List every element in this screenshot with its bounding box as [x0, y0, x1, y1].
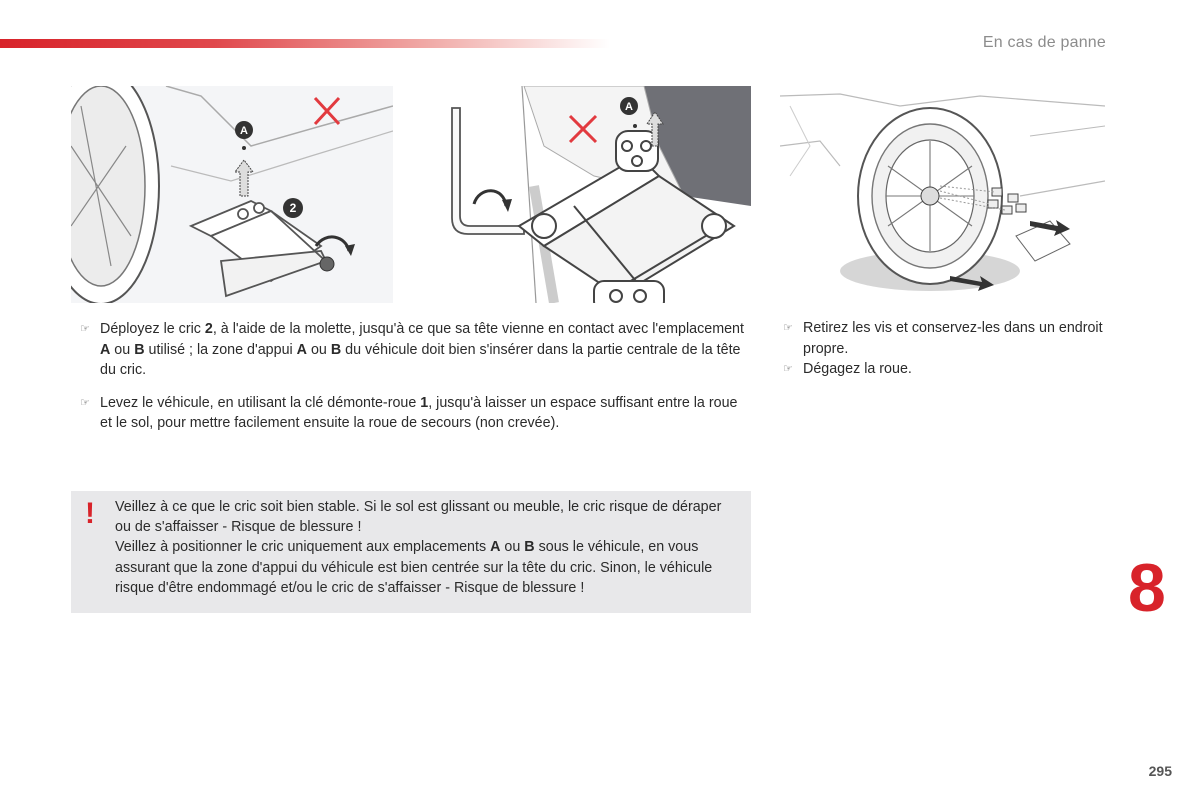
- figure-jack-head-detail: [444, 86, 751, 303]
- chapter-number: 8: [1128, 550, 1166, 626]
- instructions-right: [783, 318, 1113, 380]
- step-deploy-jack: ☞ Déployez le cric 2, à l'aide de la molette, jusqu'à ce que sa tête vienne en contact avec l'emplacement A ou B utilisé ; la zone d'appui A ou B du véhicule doit bien s'insérer dans la partie centrale de la tête du cric.: [80, 321, 744, 378]
- pointing-hand-icon: ☞: [80, 323, 90, 335]
- warning-icon: !: [85, 497, 95, 530]
- section-title: En cas de panne: [982, 34, 1106, 51]
- warning-line-2: Veillez à positionner le cric uniquement aux emplacements A ou B sous le véhicule, en vous assurant que la zone d'appui du véhicule est bien centrée sur la tête du cric. Sinon, le véhicule risque d'être endommagé et/ou le cric de s'affaisser - Risque de blessure !: [115, 539, 713, 596]
- instructions-left: [80, 319, 745, 446]
- warning-box: [71, 491, 751, 613]
- figure-label-a: A: [240, 125, 248, 137]
- figure-label-a: A: [625, 101, 633, 113]
- figure-jack-placement: [71, 86, 393, 303]
- red-cross-icon: [315, 98, 339, 124]
- step-raise-vehicle: ☞ Levez le véhicule, en utilisant la clé démonte-roue 1, jusqu'à laisser un espace suffisant entre la roue et le sol, pour mettre facilement ensuite la roue de secours (non crevée).: [80, 394, 738, 431]
- page-number: 295: [1148, 763, 1172, 779]
- figure-label-2: 2: [289, 201, 297, 215]
- pointing-hand-icon: ☞: [783, 322, 793, 334]
- figure-wheel-removal: [780, 86, 1105, 292]
- header-accent-bar: [0, 39, 610, 48]
- pointing-hand-icon: ☞: [80, 396, 90, 409]
- warning-line-1: Veillez à ce que le cric soit bien stable. Si le sol est glissant ou meuble, le cric risque de déraper ou de s'affaisser - Risque de blessure !: [115, 499, 722, 536]
- pointing-hand-icon: ☞: [783, 363, 793, 375]
- warning-text: [115, 497, 740, 598]
- step-remove-bolts: ☞ Retirez les vis et conservez-les dans un endroit propre.: [783, 320, 1103, 357]
- step-remove-wheel: ☞ Dégagez la roue.: [783, 359, 1113, 380]
